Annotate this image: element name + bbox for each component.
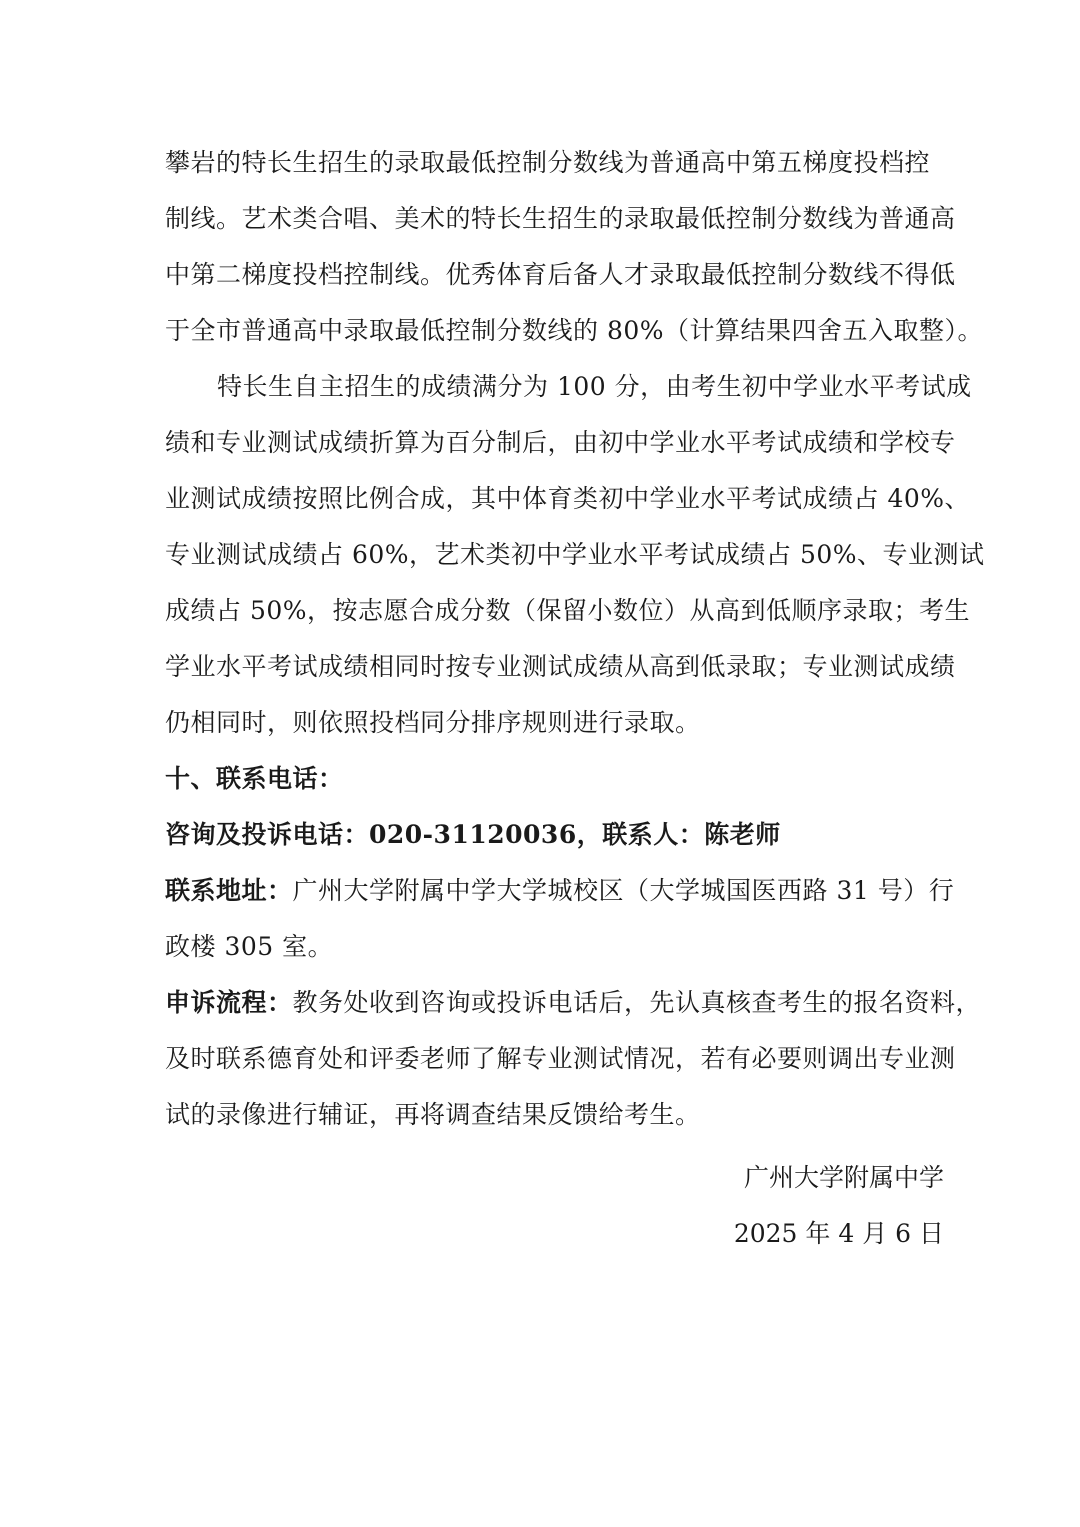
signature-organization: 广州大学附属中学: [743, 1163, 944, 1192]
text-line: 及时联系德育处和评委老师了解专业测试情况，若有必要则调出专业测: [165, 1044, 956, 1073]
signature-date: 2025 年 4 月 6 日: [733, 1219, 944, 1248]
text-line: 攀岩的特长生招生的录取最低控制分数线为普通高中第五梯度投档控: [165, 148, 931, 177]
text-line: 特长生自主招生的成绩满分为 100 分，由考生初中学业水平考试成: [217, 372, 972, 401]
text-line: 于全市普通高中录取最低控制分数线的 80%（计算结果四舍五入取整）。: [165, 316, 984, 345]
text-line: 成绩占 50%，按志愿合成分数（保留小数位）从高到低顺序录取；考生: [165, 596, 971, 625]
contact-address: [165, 863, 955, 975]
text-line: 制线。艺术类合唱、美术的特长生招生的录取最低控制分数线为普通高: [165, 204, 956, 233]
text-line: 学业水平考试成绩相同时按专业测试成绩从高到低录取；专业测试成绩: [165, 652, 956, 681]
section-heading: 十、联系电话：: [165, 764, 344, 793]
document-body: [165, 135, 985, 1143]
text-line: 仍相同时，则依照投档同分排序规则进行录取。: [165, 708, 701, 737]
address-label: 联系地址：: [165, 876, 293, 905]
text-line: 中第二梯度投档控制线。优秀体育后备人才录取最低控制分数线不得低: [165, 260, 956, 289]
address-text: 广州大学附属中学大学城校区（大学城国医西路 31 号）行: [292, 876, 955, 905]
text-line: 业测试成绩按照比例合成，其中体育类初中学业水平考试成绩占 40%、: [165, 484, 971, 513]
text-line: 试的录像进行辅证，再将调查结果反馈给考生。: [165, 1100, 701, 1129]
paragraph-score-composition: [165, 359, 985, 751]
appeal-text: 教务处收到咨询或投诉电话后，先认真核查考生的报名资料，: [292, 988, 982, 1017]
contact-phone: 咨询及投诉电话：020-31120036，联系人：陈老师: [165, 820, 781, 849]
text-line: 政楼 305 室。: [165, 932, 334, 961]
paragraph-score-lines: [165, 135, 984, 359]
text-line: 绩和专业测试成绩折算为百分制后，由初中学业水平考试成绩和学校专: [165, 428, 956, 457]
text-line: 专业测试成绩占 60%，艺术类初中学业水平考试成绩占 50%、专业测试: [165, 540, 985, 569]
appeal-label: 申诉流程：: [165, 988, 293, 1017]
appeal-process: [165, 975, 982, 1143]
